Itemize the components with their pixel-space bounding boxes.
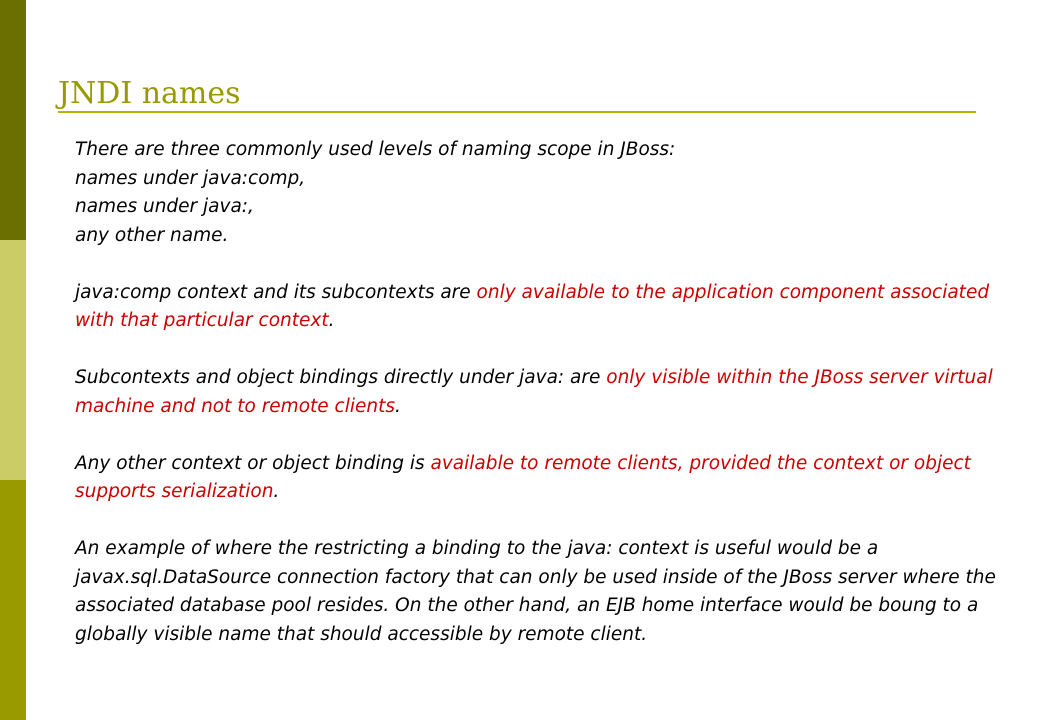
paragraph-text: java:comp context and its subcontexts are: [75, 281, 477, 303]
slide-body: [75, 136, 1005, 649]
paragraph-text: .: [395, 395, 401, 417]
sidebar-segment-top: [0, 0, 26, 240]
sidebar-segment-bottom: [0, 480, 26, 720]
example-paragraph: An example of where the restricting a binding to the java: context is useful would be a javax.sql.DataSource connection factory that can only be used inside of the JBoss server where the associated database pool resides. On the other hand, an EJB home interface would be boung to a globally visible name that should accessible by remote client.: [75, 538, 996, 645]
paragraph-text: .: [328, 310, 335, 331]
intro-line: names under java:comp,: [75, 167, 306, 189]
other-name-paragraph: [75, 450, 1005, 507]
intro-line: There are three commonly used levels of naming scope in JBoss:: [75, 139, 676, 160]
title-underline: [58, 111, 976, 113]
java-namespace-paragraph: [75, 364, 1005, 421]
highlighted-text: only available to the application component associated with that particular context: [75, 281, 990, 331]
intro-paragraph: [75, 136, 1005, 250]
java-comp-paragraph: [75, 279, 1005, 336]
paragraph-text: Subcontexts and object bindings directly under java: are: [75, 367, 607, 388]
intro-line: names under java:,: [75, 196, 254, 217]
sidebar-segment-middle: [0, 240, 26, 480]
highlighted-text: only visible within the JBoss server virtual machine and not to remote clients: [75, 367, 993, 417]
sidebar-bar: [0, 0, 26, 720]
intro-line: any other name.: [75, 224, 229, 246]
paragraph-text: .: [273, 481, 280, 502]
slide-title: JNDI names: [58, 76, 241, 111]
highlighted-text: available to remote clients, provided the context or object supports serialization: [75, 452, 971, 502]
paragraph-text: Any other context or object binding is: [75, 452, 431, 474]
